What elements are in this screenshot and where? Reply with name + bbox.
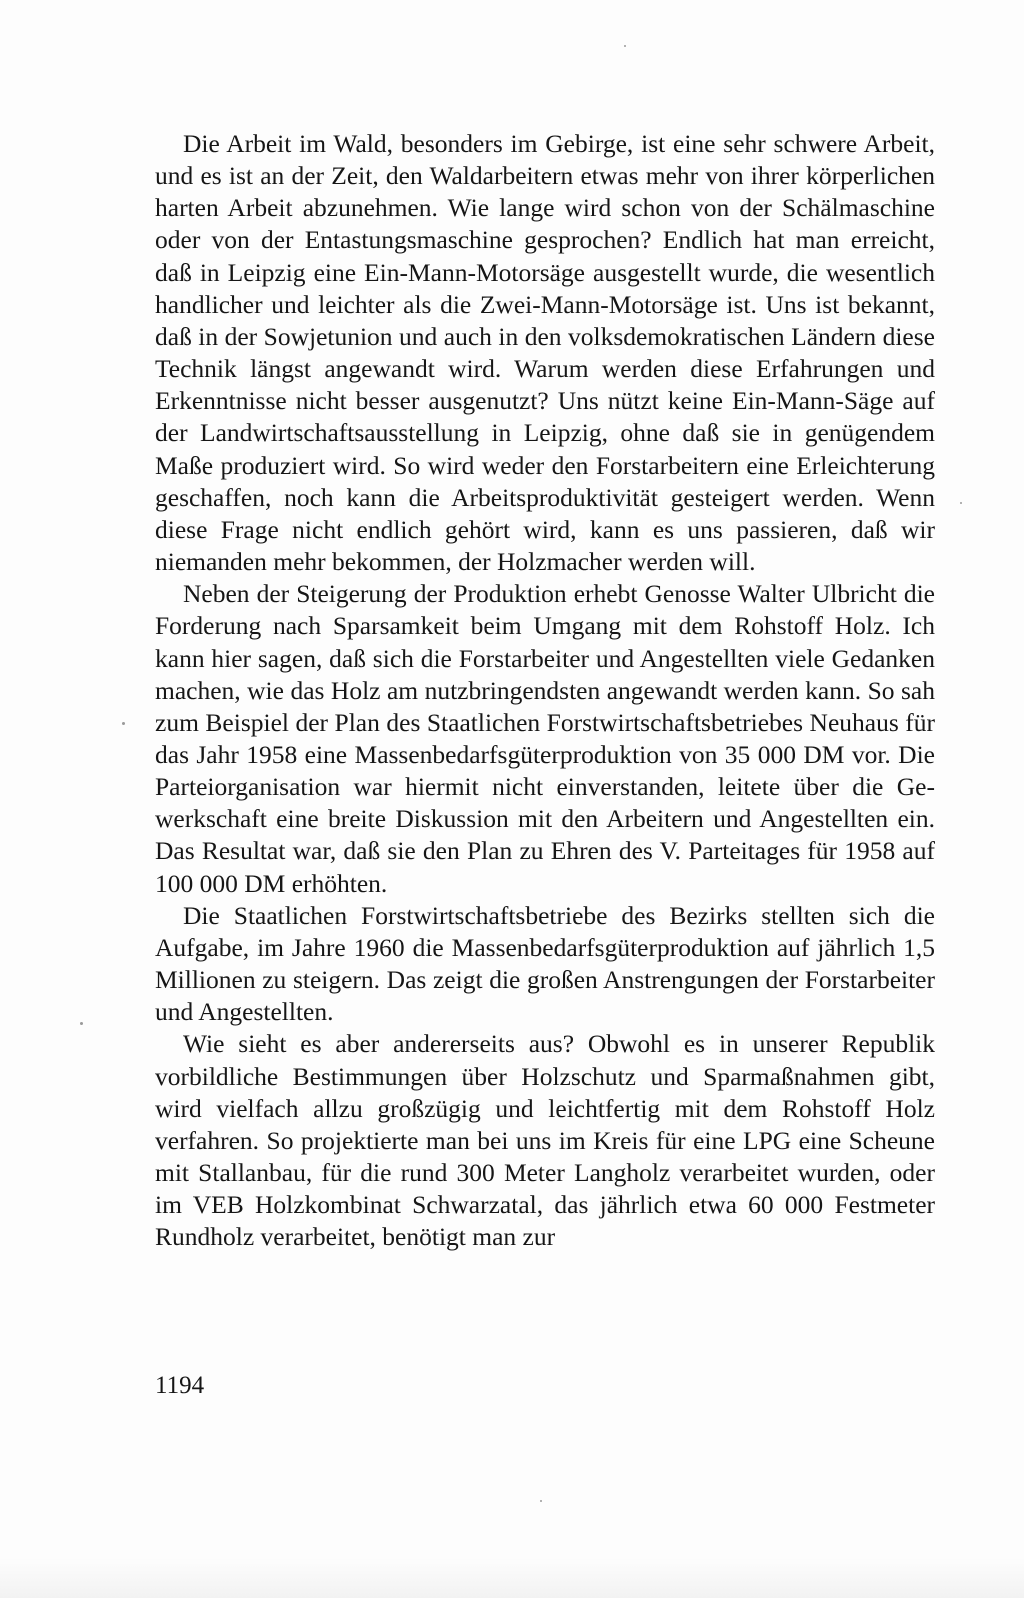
scan-speck (122, 722, 125, 725)
paragraph-1: Die Arbeit im Wald, besonders im Gebirge, ist eine sehr schwere Arbeit, und es ist an der Zeit, den Waldarbeitern etwas mehr von ihrer körperlichen harten Arbeit abzunehmen. Wie lange wird schon von der Schälmaschine oder von der Entastungsmaschine gesprochen? Endlich hat man erreicht, daß in Leipzig eine Ein-Mann-Motorsäge ausgestellt wurde, die wesentlich handlicher und leichter als die Zwei-Mann-Motorsäge ist. Uns ist bekannt, daß in der Sowjetunion und auch in den volksdemokratischen Ländern diese Technik längst angewandt wird. Warum werden diese Erfahrungen und Erkenntnisse nicht besser ausgenutzt? Uns nützt keine Ein-Mann-Säge auf der Landwirtschaftsausstellung in Leipzig, ohne daß sie in genügendem Maße produziert wird. So wird weder den Forstarbeitern eine Erleichterung geschaffen, noch kann die Arbeitsproduktivität gesteigert werden. Wenn diese Frage nicht endlich gehört wird, kann es uns passieren, daß wir niemanden mehr bekommen, der Holzmacher werden will. (155, 129, 935, 577)
scan-speck (540, 1500, 542, 1502)
paragraph-3: Die Staatlichen Forstwirtschaftsbetriebe des Bezirks stellten sich die Aufgabe, im Jahre 1960 die Massenbedarfsgüterproduktion auf jährlich 1,5 Millionen zu steigern. Das zeigt die großen Anstrengungen der Forstarbeiter und Angestellten. (155, 900, 935, 1027)
page-number: 1194 (155, 1372, 205, 1399)
body-text (155, 128, 935, 1253)
scan-edge (0, 1558, 1024, 1598)
scan-speck (80, 1022, 83, 1025)
scan-speck (960, 502, 962, 504)
scan-speck (624, 45, 626, 47)
paragraph-4: Wie sieht es aber andererseits aus? Obwohl es in unserer Republik vorbildliche Bestimmungen über Holzschutz und Sparmaßnahmen gibt, wird vielfach allzu großzügig und leichtfertig mit dem Rohstoff Holz verfahren. So projektierte man bei uns im Kreis für eine LPG eine Scheune mit Stallanbau, für die rund 300 Meter Langholz verarbeitet wurden, oder im VEB Holzkombinat Schwarzatal, das jährlich etwa 60 000 Festmeter Rundholz verarbeitet, benötigt man zur (155, 1029, 935, 1252)
paragraph-2: Neben der Steigerung der Produktion erhebt Genosse Walter Ulbricht die Forderung nach Sparsamkeit beim Umgang mit dem Rohstoff Holz. Ich kann hier sagen, daß sich die Forstarbeiter und Angestellten viele Gedanken machen, wie das Holz am nutzbringendsten angewandt werden kann. So sah zum Beispiel der Plan des Staatlichen Forstwirtschaftsbetriebes Neuhaus für das Jahr 1958 eine Massenbedarfsgüterproduktion von 35 000 DM vor. Die Parteiorganisation war hiermit nicht einverstanden, leitete über die Gewerkschaft eine breite Diskussion mit den Arbeitern und Angestellten ein. Das Resultat war, daß sie den Plan zu Ehren des V. Parteitages für 1958 auf 100 000 DM erhöhten. (155, 579, 935, 898)
